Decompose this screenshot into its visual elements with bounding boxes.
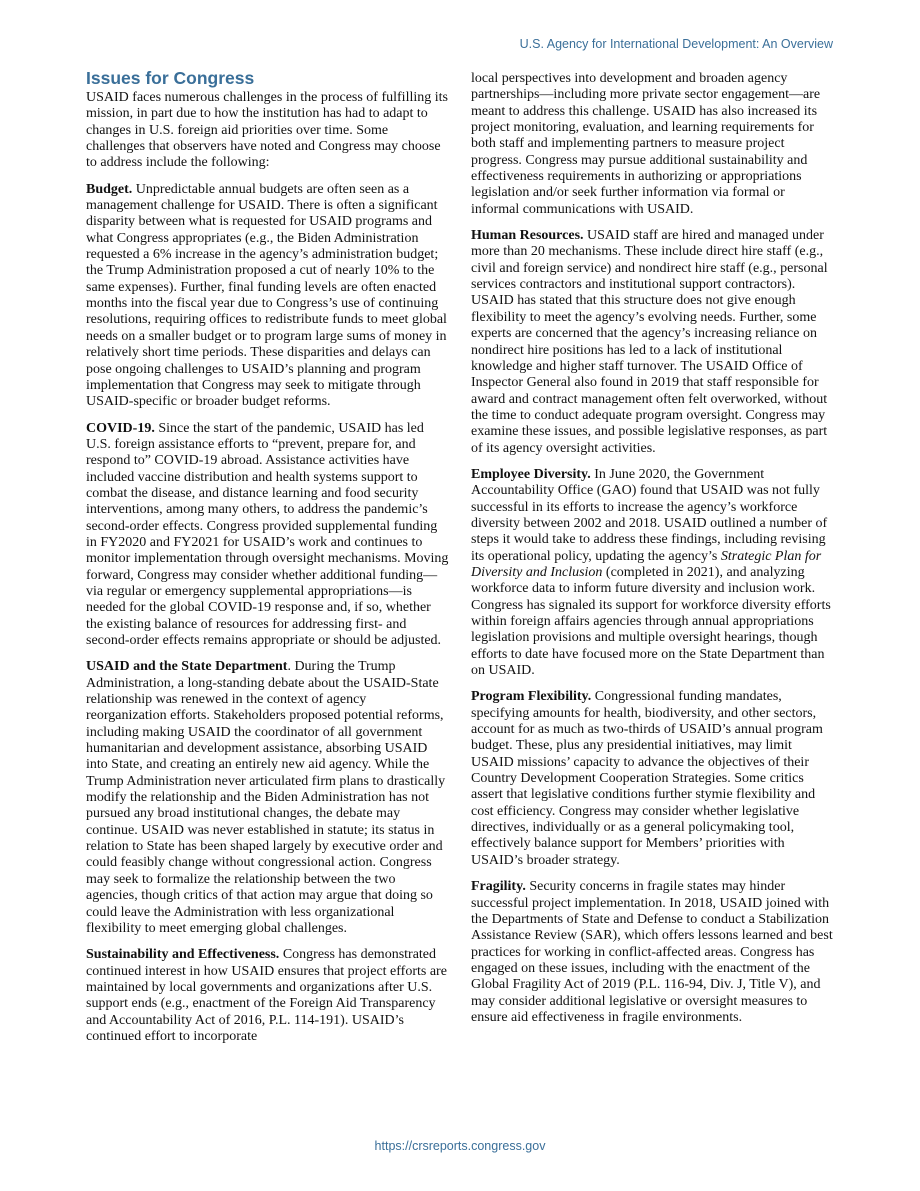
- employee-diversity-paragraph: [471, 467, 835, 679]
- strategic-plan-title: Strategic Plan for Diversity and Inclusion: [471, 548, 822, 580]
- sustainability-paragraph: [86, 947, 450, 1045]
- budget-paragraph: [86, 182, 450, 411]
- fragility-heading: Fragility.: [471, 879, 526, 895]
- covid-heading: COVID-19.: [86, 420, 155, 436]
- employee-diversity-heading: Employee Diversity.: [471, 466, 591, 482]
- running-header-title: U.S. Agency for International Development: An Overview: [519, 37, 833, 51]
- human-resources-text: USAID staff are hired and managed under more than 20 mechanisms. These include direct hire staff (e.g., civil and foreign service) and nondirect hire staff (e.g., personal services contractors and institutional support contractors). USAID has stated that this structure does not give enough flexibility to meet the agency’s evolving needs. Further, some experts are concerned that the agency’s increasing reliance on nondirect hire positions has led to a lack of institutional knowledge and higher staff turnover. The USAID Office of Inspector General also found in 2019 that staff responsible for award and contract management often felt overworked, without the time to conduct adequate program oversight. Congress may examine these issues, and possible legislative responses, as part of its agency oversight activities.: [471, 228, 828, 456]
- covid-paragraph: [86, 421, 450, 650]
- footer-url-link[interactable]: https://crsreports.congress.gov: [374, 1139, 546, 1153]
- sustainability-heading: Sustainability and Effectiveness.: [86, 947, 280, 963]
- section-title: Issues for Congress: [86, 68, 255, 88]
- employee-diversity-text-b: (completed in 2021), and analyzing workforce data to inform future diversity and inclusion work. Congress has signaled its support for workforce diversity efforts within foreign affairs agencies through annual appropriations legislation provisions and multiple oversight hearings, though efforts to date have focused more on the State Department than on USAID.: [471, 564, 831, 679]
- right-column: [471, 71, 835, 1036]
- sustainability-text-left: Congress has demonstrated continued interest in how USAID ensures that project efforts are maintained by local governments and organizations after U.S. support ends (e.g., enactment of the Foreign Aid Transparency and Accountability Act of 2016, P.L. 114-191). USAID’s continued effort to incorporate: [86, 947, 447, 1044]
- covid-text: Since the start of the pandemic, USAID has led U.S. foreign assistance efforts to “prevent, prepare for, and respond to” COVID-19 abroad. Assistance activities have included vaccine distribution and health systems support to combat the disease, and distance learning and food security interventions, among many others, to address the pandemic’s second-order effects. Congress provided supplemental funding in FY2020 and FY2021 for USAID’s work and continues to monitor implementation through oversight mechanisms. Moving forward, Congress may consider whether additional funding—via regular or emergency supplemental appropriations—is needed for the global COVID-19 response and, if so, whether the existing balance of resources for addressing first- and second-order effects remains appropriate or should be adjusted.: [86, 420, 449, 648]
- human-resources-paragraph: [471, 228, 835, 457]
- employee-diversity-text-a: In June 2020, the Government Accountability Office (GAO) found that USAID was not fully successful in its efforts to increase the agency’s workforce diversity between 2002 and 2018. USAID outlined a number of steps it would take to address these findings, including revising its operational policy, updating the agency’s: [471, 466, 828, 564]
- program-flexibility-text: Congressional funding mandates, specifying amounts for health, biodiversity, and other sectors, account for as much as two-thirds of USAID’s annual program budget. These, plus any presidential initiatives, may limit USAID missions’ capacity to advance the objectives of their Country Development Cooperation Strategies. Some critics assert that legislative conditions further stymie flexibility and cost efficiency. Congress may consider whether legislative directives, individually or as a general policymaking tool, effectively balance support for Members’ priorities with USAID’s broader strategy.: [471, 689, 823, 868]
- program-flexibility-paragraph: [471, 689, 835, 869]
- fragility-paragraph: [471, 879, 835, 1026]
- program-flexibility-heading: Program Flexibility.: [471, 689, 592, 705]
- budget-text: Unpredictable annual budgets are often seen as a management challenge for USAID. There is often a significant disparity between what is requested for USAID programs and what Congress appropriates (e.g., the Biden Administration requested a 6% increase in the agency’s administration budget; the Trump Administration proposed a cut of nearly 10% to the same expenses). Further, final funding levels are often enacted months into the fiscal year due to Congress’s use of continuing resolutions, requiring offices to redistribute funds to meet global needs on a smaller budget or to program large sums of money in relatively short time periods. These disparities and delays can pose ongoing challenges to USAID’s planning and program implementation that Congress may seek to mitigate through USAID-specific or broader budget reforms.: [86, 181, 447, 410]
- state-department-heading: USAID and the State Department: [86, 659, 288, 675]
- state-department-paragraph: [86, 659, 450, 937]
- human-resources-heading: Human Resources.: [471, 228, 584, 244]
- left-column: [86, 68, 450, 1055]
- intro-paragraph: USAID faces numerous challenges in the process of fulfilling its mission, in part due to how the institution has had to adapt to changes in U.S. foreign aid priorities over time. Some challenges that observers have noted and Congress may choose to address include the following:: [86, 90, 448, 171]
- sustainability-continued-paragraph: local perspectives into development and broaden agency partnerships—including more private sector engagement—are meant to address this challenge. USAID has also increased its project monitoring, evaluation, and learning requirements for both staff and implementing partners to measure project progress. Congress may pursue additional sustainability and effectiveness requirements in authorizing or appropriations legislation and/or seek further information via formal or informal communications with USAID.: [471, 71, 821, 217]
- fragility-text: Security concerns in fragile states may hinder successful project implementation. In 2018, USAID joined with the Departments of State and Defense to conduct a Stabilization Assistance Review (SAR), which offers lessons learned and best practices for working in conflict-affected areas. Congress has engaged on these issues, including with the enactment of the Global Fragility Act of 2019 (P.L. 116-94, Div. J, Title V), and may consider additional legislative or oversight measures to ensure aid effectiveness in fragile environments.: [471, 879, 833, 1025]
- state-department-text: . During the Trump Administration, a long-standing debate about the USAID-State relationship was renewed in the context of agency reorganization efforts. Stakeholders proposed potential reforms, including making USAID the coordinator of all government humanitarian and development assistance, absorbing USAID into State, and creating an entirely new aid agency. While the Trump Administration never articulated firm plans to drastically modify the relationship and the Biden Administration has not pursued any broad institutional changes, the debate may continue. USAID was never established in statute; its status in relation to State has been shaped largely by executive order and could feasibly change without congressional action. Congress may seek to formalize the relationship between the two agencies, though critics of that action may argue that doing so could leave the Administration with less organizational flexibility to meet emerging global challenges.: [86, 659, 446, 936]
- budget-heading: Budget.: [86, 181, 133, 197]
